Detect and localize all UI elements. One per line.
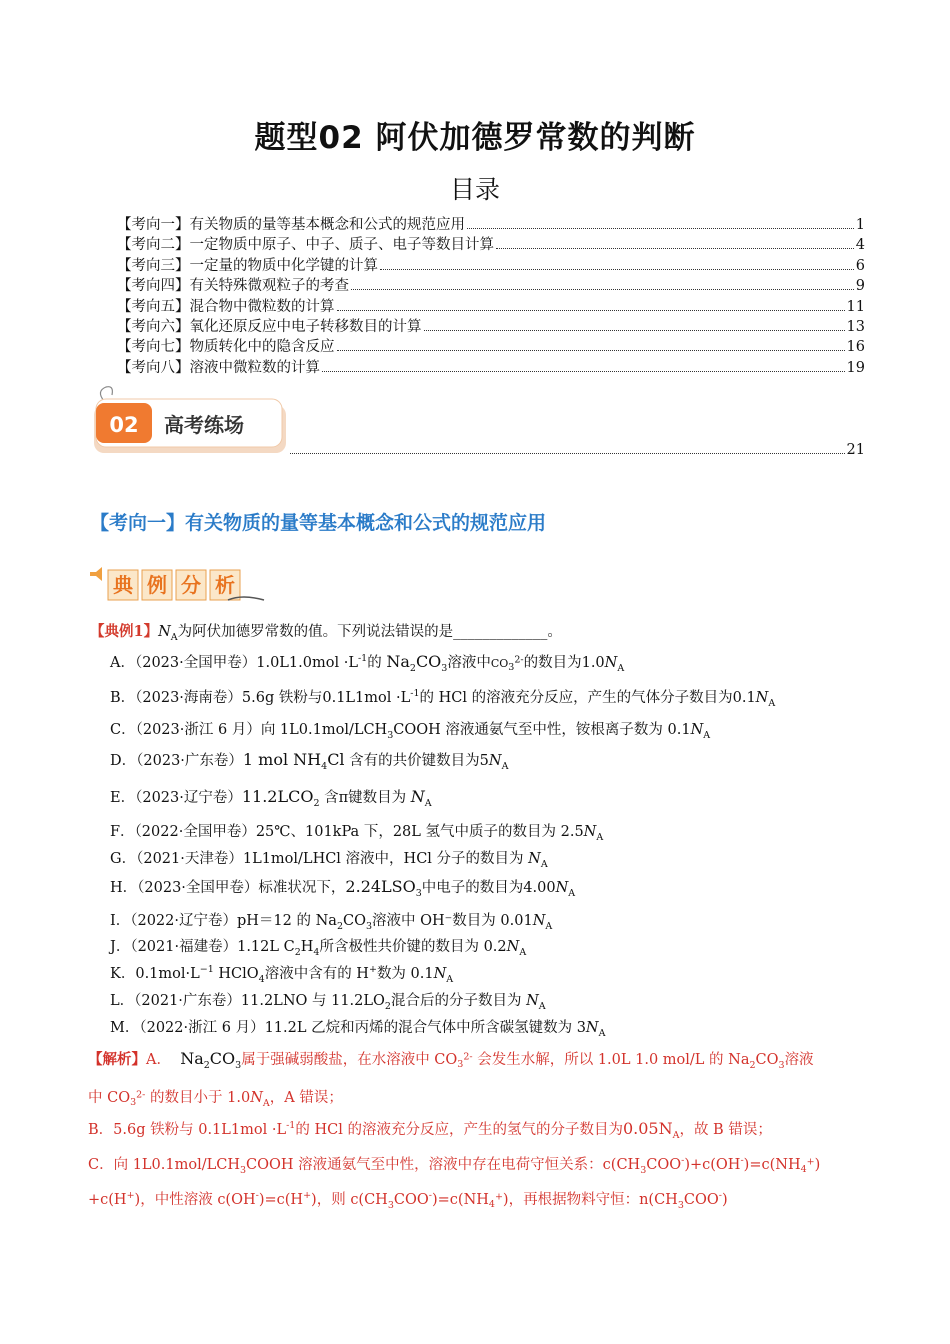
analysis-a-line1: 【解析】A． $Na_2CO_3$属于强碱弱酸盐，在水溶液中 $CO_3^{2-}$ 会发生水解，所以 1.0L 1.0 mol/L 的 $Na_2CO_3$溶液: [88, 1049, 814, 1072]
option-g: G．（2021·天津卷）1L1mol/LHCl 溶液中，HCl 分子的数目为 $N_A$: [110, 851, 548, 870]
toc-item[interactable]: 【考向四】有关特殊微观粒子的考查 9: [117, 278, 865, 295]
option-d: D．（2023·广东卷）1 mol $NH_4Cl$ 含有的共价键数目为$5N_A$: [110, 750, 509, 772]
option-c: C．（2023·浙江 6 月）向 $1L0.1mol/LCH_3COOH$ 溶液通氨气至中性，铵根离子数为 $0.1N_A$: [110, 722, 711, 741]
banner-toc-row[interactable]: 21: [288, 442, 865, 458]
analysis-c-line2: +c(H+)，中性溶液 c(OH-)=c(H+)，则 $c(CH_3COO^-)=c(NH_4^+)$，再根据物料守恒：$n(CH_3COO^-)$: [88, 1190, 728, 1211]
option-k: K．$0.1mol\cdot L^{-1}$ HClO$_4$溶液中含有的 H+数为 $0.1N_A$: [110, 964, 454, 985]
option-i: I．（2022·辽宁卷）pH＝12 的 $Na_2CO_3$溶液中 OH⁻数目为 $0.01N_A$: [110, 913, 553, 932]
option-l: L．（2021·广东卷）11.2LNO 与 $11.2LO_2$混合后的分子数目为 $N_A$: [110, 993, 546, 1012]
toc-item[interactable]: 【考向八】溶液中微粒数的计算 19: [117, 359, 865, 376]
badge-char: 析: [215, 573, 235, 597]
page-title: 题型02 阿伏加德罗常数的判断: [254, 120, 696, 156]
toc-item[interactable]: 【考向七】物质转化中的隐含反应 16: [117, 339, 865, 356]
option-e: E．（2023·辽宁卷）$11.2LCO_2$ 含π键数目为 $N_A$: [110, 787, 432, 809]
question-stem: 【典例1】$N_A$为阿伏加德罗常数的值。下列说法错误的是_____________。: [90, 623, 562, 643]
example-analysis-badge: [88, 560, 268, 608]
toc-item[interactable]: 【考向五】混合物中微粒数的计算 11: [117, 298, 865, 315]
banner-number: 02: [109, 413, 139, 437]
toc-item[interactable]: 【考向六】氧化还原反应中电子转移数目的计算 13: [117, 318, 865, 335]
analysis-c-line1: C．向 $1L0.1mol/LCH_3COOH$ 溶液通氨气至中性，溶液中存在电荷守恒关系：$c(CH_3COO^-)+c(OH^-)=c(NH_4^+)$: [88, 1155, 821, 1176]
toc-item[interactable]: 【考向一】有关物质的量等基本概念和公式的规范应用 1: [117, 217, 865, 233]
table-of-contents: [117, 215, 865, 378]
badge-char: 分: [181, 573, 201, 597]
analysis-a-line2: 中 $CO_3^{2-}$ 的数目小于 $1.0N_A$，A 错误；: [88, 1089, 343, 1109]
option-b: B．（2023·海南卷）5.6g 铁粉与$0.1L1mol \cdot L^{-1}$的 HCl 的溶液充分反应，产生的气体分子数目为$0.1N_A$: [110, 688, 776, 709]
option-j: J．（2021·福建卷）1.12L $C_2H_4$所含极性共价键的数目为 $0.2N_A$: [110, 939, 527, 958]
badge-char: 典: [113, 573, 133, 597]
banner-label: 高考练场: [164, 413, 244, 437]
analysis-b: B．5.6g 铁粉与 $0.1L1mol \cdot L^{-1}$的 HCl 的溶液充分反应，产生的氢气的分子数目为$0.05N_A$，故 B 错误；: [88, 1119, 772, 1141]
option-h: H．（2023·全国甲卷）标准状况下，$2.24LSO_3$中电子的数目为$4.00N_A$: [110, 877, 576, 899]
option-m: M．（2022·浙江 6 月）11.2L 乙烷和丙烯的混合气体中所含碳氢键数为 $3N_A$: [110, 1020, 606, 1039]
toc-item[interactable]: 【考向二】一定物质中原子、中子、质子、电子等数目计算 4: [117, 237, 865, 254]
section-title: 【考向一】有关物质的量等基本概念和公式的规范应用: [90, 512, 547, 534]
toc-heading: 目录: [449, 175, 500, 204]
toc-item[interactable]: 【考向三】一定量的物质中化学键的计算 6: [117, 257, 865, 274]
option-f: F．（2022·全国甲卷）25℃、101kPa 下，28L 氢气中质子的数目为 $2.5N_A$: [110, 824, 604, 843]
badge-char: 例: [147, 573, 167, 597]
speaker-icon: [90, 567, 102, 581]
exam-practice-banner[interactable]: [90, 383, 290, 455]
option-a: A．（2023·全国甲卷）$1.0L1.0mol \cdot L^{-1}$的 $Na_2CO_3$溶液中$CO_3^{2-}$的数目为$1.0N_A$: [110, 652, 625, 675]
